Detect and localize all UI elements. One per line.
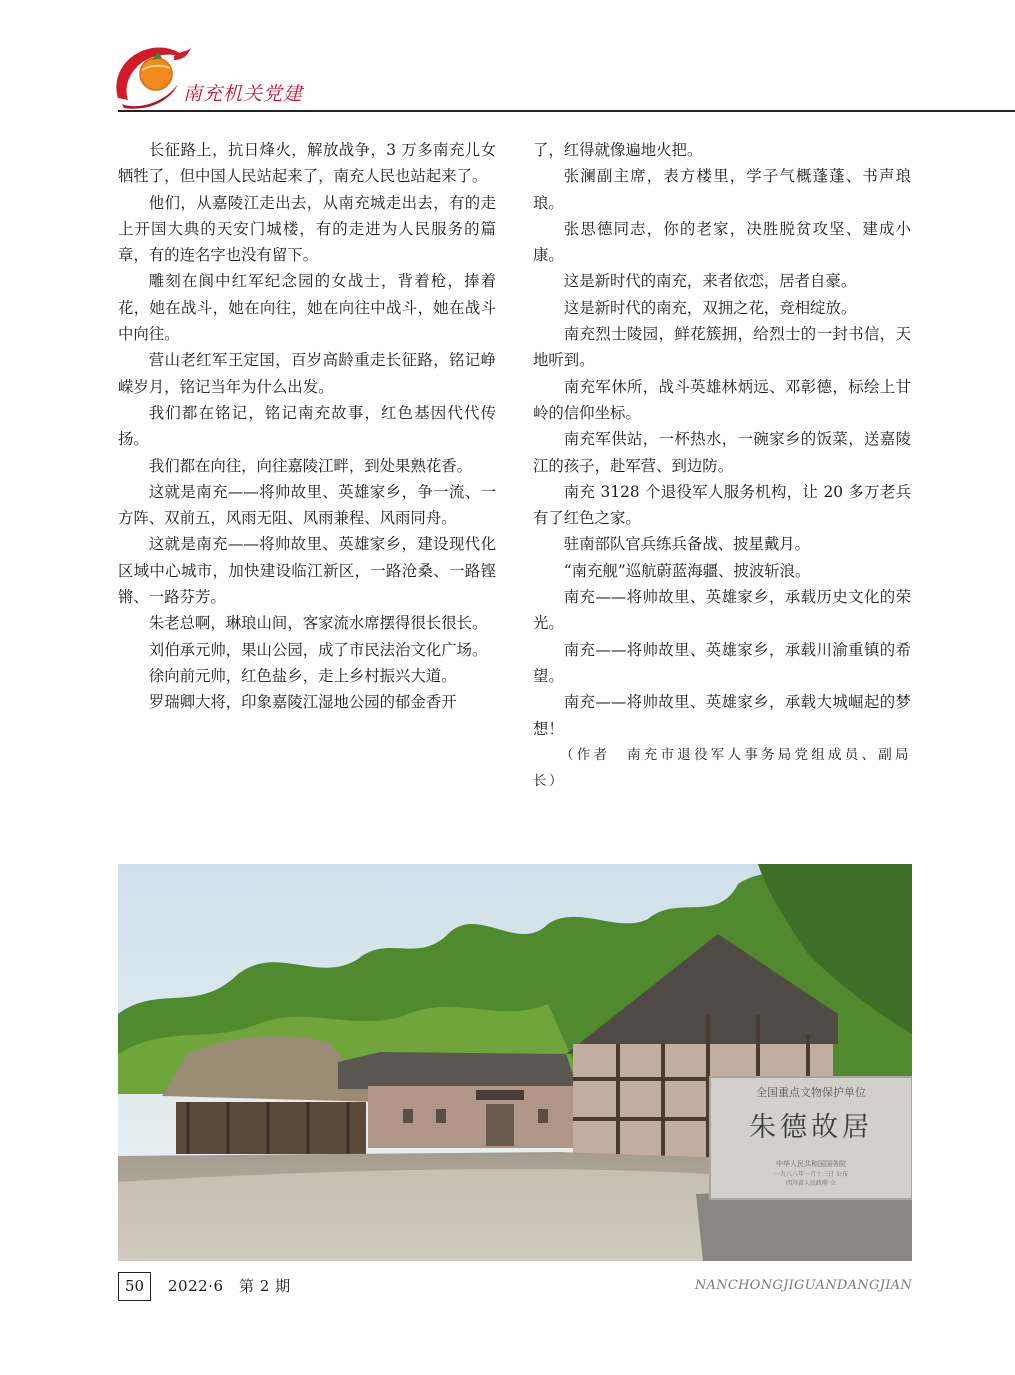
paragraph: 张澜副主席，表方楼里，学子气概蓬蓬、书声琅琅。 [533,167,911,212]
paragraph: 营山老红军王定国，百岁高龄重走长征路，铭记峥嵘岁月，铭记当年为什么出发。 [118,351,496,396]
journal-name-en: NANCHONGJIGUANDANGJIAN [694,1278,912,1293]
article-left-column [118,137,496,716]
paragraph: 朱老总啊，琳琅山间，客家流水席摆得很长很长。 [148,614,488,633]
paragraph: 我们都在向往，向往嘉陵江畔，到处果熟花香。 [148,456,473,475]
issue-label: 2022·6 第 2 期 [168,1277,291,1295]
paragraph: 我们都在铭记，铭记南充故事，红色基因代代传扬。 [118,403,496,449]
paragraph: 徐向前元帅，红色盐乡，走上乡村振兴大道。 [148,666,457,685]
paragraph: “南充舰”巡航蔚蓝海疆、披波斩浪。 [563,561,811,580]
paragraph: 这就是南充——将帅故里、英雄家乡，建设现代化区域中心城市，加快建设临江新区，一路沧桑、一路铿锵、一路芬芳。 [118,535,496,607]
paragraph: 南充军供站，一杯热水，一碗家乡的饭菜，送嘉陵江的孩子，赴军营、到边防。 [533,430,911,475]
journal-logo [112,40,192,112]
paragraph: 南充——将帅故里、英雄家乡，承载大城崛起的梦想！ [533,693,911,738]
paragraph: 张思德同志，你的老家，决胜脱贫攻坚、建成小康。 [533,219,911,265]
page-number: 50 [118,1272,151,1301]
paragraph: 南充军休所，战斗英雄林炳远、邓彰德，标绘上甘岭的信仰坐标。 [533,377,911,422]
monument-line-1: 中华人民共和国国务院 [776,1160,846,1168]
paragraph: 长征路上，抗日烽火，解放战争，3 万多南充儿女牺牲了，但中国人民站起来了，南充人民也站起来了。 [118,141,496,186]
monument-line-3: 四川省人民政府 立 [786,1180,836,1187]
paragraph: 南充烈士陵园，鲜花簇拥，给烈士的一封书信，天地听到。 [533,325,911,370]
paragraph: 这就是南充——将帅故里、英雄家乡，争一流、一方阵、双前五，风雨无阻、风雨兼程、风雨同舟。 [118,482,496,528]
paragraph: 驻南部队官兵练兵备战、披星戴月。 [563,535,811,554]
monument-title: 朱德故居 [749,1112,873,1143]
paragraph-continuation: 了，红得就像遍地火把。 [533,141,703,159]
journal-brand: 南充机关党建 [183,83,304,105]
paragraph: 南充 3128 个退役军人服务机构，让 20 多万老兵有了红色之家。 [533,482,911,528]
header-rule [118,110,1015,112]
paragraph: 罗瑞卿大将，印象嘉陵江湿地公园的郁金香开 [148,693,457,712]
author-byline: （作者 南充市退役军人事务局党组成员、副局长） [533,746,911,790]
paragraph: 这是新时代的南充，双拥之花，竞相绽放。 [563,298,857,317]
paragraph: 他们，从嘉陵江走出去，从南充城走出去，有的走上开国大典的天安门城楼，有的走进为人民服务的篇章，有的连名字也没有留下。 [118,193,496,265]
paragraph: 刘伯承元帅，果山公园，成了市民法治文化广场。 [148,640,488,659]
paragraph: 雕刻在阆中红军纪念园的女战士，背着枪，捧着花，她在战斗，她在向往，她在向往中战斗，她在战斗中向往。 [118,272,496,344]
paragraph: 南充——将帅故里、英雄家乡，承载历史文化的荣光。 [533,588,911,633]
article-right-column [533,137,911,794]
paragraph: 南充——将帅故里、英雄家乡，承载川渝重镇的希望。 [533,640,911,685]
monument-header: 全国重点文物保护单位 [756,1086,866,1099]
monument-line-2: 一九八八年一月十三日 公布 [774,1171,848,1178]
zhu-de-former-residence-photo [118,864,912,1261]
paragraph: 这是新时代的南充，来者依恋，居者自豪。 [563,272,857,291]
